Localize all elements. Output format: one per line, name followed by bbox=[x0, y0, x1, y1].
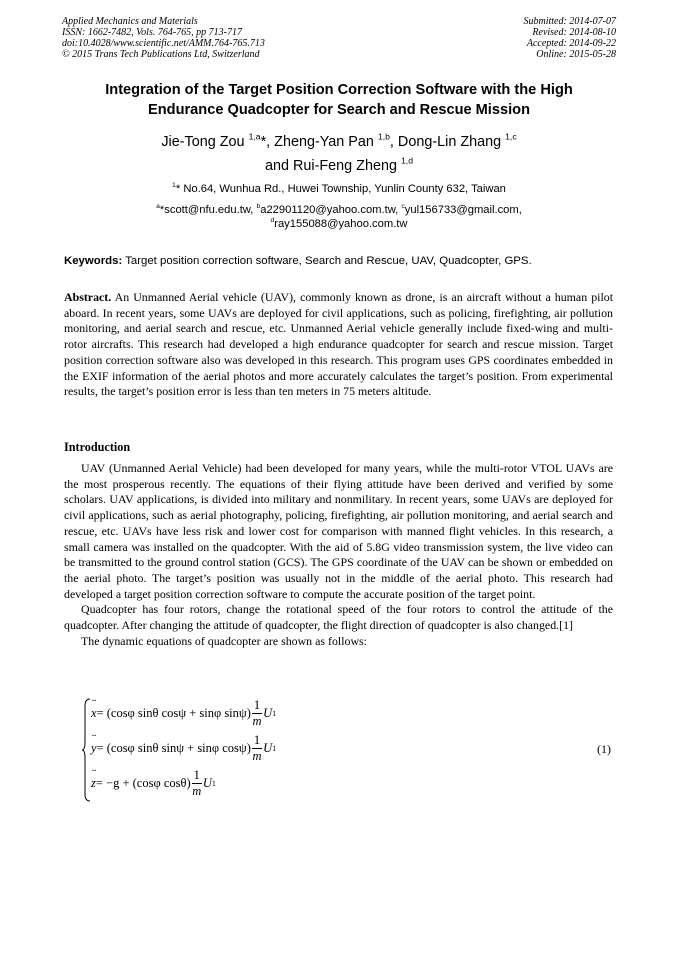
email-d: ray155088@yahoo.com.tw bbox=[274, 218, 408, 230]
corresponding-mark: * bbox=[260, 134, 267, 150]
journal-name: Applied Mechanics and Materials bbox=[62, 16, 198, 27]
author-line-1 bbox=[60, 130, 618, 154]
fraction bbox=[252, 733, 262, 764]
equation-line-y bbox=[91, 733, 276, 764]
author-superscript: 1,a bbox=[248, 131, 261, 142]
header-right bbox=[524, 16, 617, 60]
online-date: Online: 2015-05-28 bbox=[536, 49, 616, 60]
author-name: Rui-Feng Zheng bbox=[293, 158, 397, 174]
fraction-numerator: 1 bbox=[193, 768, 200, 782]
x-ddot: ¨ x bbox=[91, 706, 97, 721]
introduction-body bbox=[64, 461, 613, 649]
paragraph: Quadcopter has four rotors, change the rotational speed of the four rotors to control the attitude of the quadcopter. After changing the attitude of quadcopter, the flight direction of quadcopter is also changed.[1] bbox=[64, 602, 613, 633]
abstract-text: An Unmanned Aerial vehicle (UAV), commonly known as drone, is an aircraft without a human pilot aboard. In recent years, some UAVs are deployed for civil applications, such as policing, firefighting, air pollution monitoring, and aerial search and rescue, etc. Unmanned Aerial vehicle generally include fixed-wing and multi-rotor aircrafts. This research had developed a high endurance quadcopter for search and rescue mission. Target position correction software also was developed in this research. This program uses GPS coordinates embedded in the EXIF information of the aerial photos and more accurately calculates the target’s position. From experimental results, the target’s position error is less than ten meters in 75 meters altitude. bbox=[64, 290, 613, 399]
author-name: Jie-Tong Zou bbox=[161, 134, 245, 150]
email-line-1 bbox=[60, 203, 618, 217]
email-b: a22901120@yahoo.com.tw, bbox=[260, 204, 402, 216]
email-superscript: c bbox=[401, 202, 405, 210]
equation-rhs: = −g + (cosφ cosθ) bbox=[95, 776, 191, 790]
paper-title bbox=[60, 80, 618, 120]
fraction-numerator: 1 bbox=[253, 733, 261, 747]
affiliation-superscript: 1 bbox=[172, 181, 176, 189]
issn-line: ISSN: 1662-7482, Vols. 764-765, pp 713-717 bbox=[62, 27, 242, 38]
fraction bbox=[192, 768, 202, 799]
abstract-label: Abstract. bbox=[64, 290, 112, 304]
email-line-2 bbox=[60, 217, 618, 231]
fraction-denominator: m bbox=[252, 714, 262, 728]
copyright-line: © 2015 Trans Tech Publications Ltd, Switzerland bbox=[62, 49, 260, 60]
equation-line-z bbox=[91, 768, 216, 799]
author-superscript: 1,c bbox=[505, 131, 517, 142]
thrust-subscript: 1 bbox=[272, 744, 277, 753]
author-name: Dong-Lin Zhang bbox=[397, 134, 502, 150]
fraction-denominator: m bbox=[252, 749, 262, 763]
email-c: yul156733@gmail.com, bbox=[404, 204, 522, 216]
paragraph: UAV (Unmanned Aerial Vehicle) had been developed for many years, while the multi-rotor VTOL UAVs are the most prosperous recently. The equations of their flying attitude have been derived and verified by some scholars. UAV applications, is divided into military and nonmilitary. In recent years, some UAVs are deployed for civil applications, such as aerial photography, policing, firefighting, air pollution monitoring, and aerial search and rescue, etc. UAVs have less risk and lower cost for comparison with manned flight vehicles. In this research, a small camera was installed on the quadcopter. With the aid of 5.8G video transmission system, the live video can be transmitted to the ground control station (GCS). The GPS coordinate of the UAV can be shown or embedded on the aerial photo. The target’s position was usually not in the middle of the aerial photo. This research had developed a target position correction software to compute the accurate position of the target point. bbox=[64, 461, 613, 601]
abstract bbox=[64, 290, 613, 400]
author-separator: , bbox=[389, 134, 398, 150]
author-superscript: 1,b bbox=[377, 131, 390, 142]
fraction-numerator: 1 bbox=[253, 698, 261, 712]
equation-rhs: = (cosφ sinθ cosψ + sinφ sinψ) bbox=[96, 706, 251, 720]
submitted-date: Submitted: 2014-07-07 bbox=[523, 16, 616, 27]
title-line-2: Endurance Quadcopter for Search and Rescue Mission bbox=[148, 102, 530, 118]
email-superscript: b bbox=[256, 202, 261, 210]
author-conjunction: and bbox=[264, 158, 293, 174]
equation-line-x bbox=[91, 698, 276, 729]
z-ddot: ¨ z bbox=[91, 776, 96, 791]
email-superscript: d bbox=[270, 216, 275, 224]
author-emails bbox=[60, 203, 618, 231]
affiliation-text: * No.64, Wunhua Rd., Huwei Township, Yunlin County 632, Taiwan bbox=[175, 183, 506, 195]
author-superscript: 1,d bbox=[401, 155, 413, 166]
email-superscript: a bbox=[156, 202, 160, 210]
thrust-symbol: U bbox=[202, 776, 212, 790]
keywords-text: Target position correction software, Search and Rescue, UAV, Quadcopter, GPS. bbox=[122, 255, 532, 267]
equation-number: (1) bbox=[597, 742, 611, 756]
title-line-1: Integration of the Target Position Correction Software with the High bbox=[105, 82, 573, 98]
email-a: *scott@nfu.edu.tw, bbox=[159, 204, 257, 216]
thrust-subscript: 1 bbox=[272, 709, 277, 718]
doi-line: doi:10.4028/www.scientific.net/AMM.764-765.713 bbox=[62, 38, 265, 49]
revised-date: Revised: 2014-08-10 bbox=[532, 27, 616, 38]
accepted-date: Accepted: 2014-09-22 bbox=[526, 38, 616, 49]
fraction-denominator: m bbox=[192, 784, 202, 798]
dynamic-equations bbox=[82, 698, 622, 804]
author-line-2 bbox=[60, 154, 618, 178]
paragraph: The dynamic equations of quadcopter are shown as follows: bbox=[81, 633, 367, 648]
thrust-subscript: 1 bbox=[211, 779, 216, 788]
author-separator: , bbox=[266, 134, 275, 150]
author-name: Zheng-Yan Pan bbox=[274, 134, 374, 150]
affiliation bbox=[60, 182, 618, 196]
author-list bbox=[60, 130, 618, 178]
keywords-label: Keywords: bbox=[64, 255, 123, 267]
header-left bbox=[62, 16, 265, 60]
section-heading: Introduction bbox=[64, 440, 131, 454]
thrust-symbol: U bbox=[263, 741, 273, 755]
equation-rhs: = (cosφ sinθ sinψ + sinφ cosψ) bbox=[96, 741, 251, 755]
keywords bbox=[64, 254, 616, 269]
y-ddot: ¨ y bbox=[91, 741, 97, 756]
thrust-symbol: U bbox=[263, 706, 273, 720]
fraction bbox=[252, 698, 262, 729]
